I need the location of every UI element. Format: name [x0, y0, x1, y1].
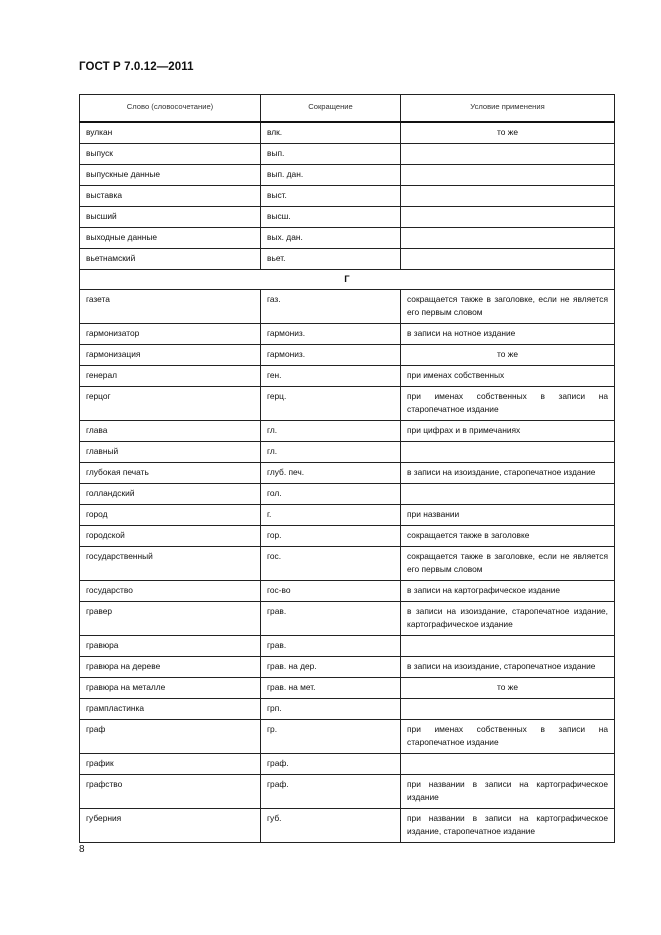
word-cell: выпуск [80, 144, 261, 165]
table-row [80, 636, 615, 657]
abbreviation-cell: герц. [261, 387, 401, 421]
condition-cell: в записи на картографическое издание [401, 581, 615, 602]
table-row [80, 463, 615, 484]
table-row [80, 345, 615, 366]
abbreviation-cell: грп. [261, 699, 401, 720]
condition-cell [401, 249, 615, 270]
word-cell: гармонизация [80, 345, 261, 366]
word-cell: генерал [80, 366, 261, 387]
page-number: 8 [79, 844, 85, 855]
table-row [80, 122, 615, 144]
abbreviation-cell: граф. [261, 754, 401, 775]
abbreviation-cell: граф. [261, 775, 401, 809]
abbreviation-cell: глуб. печ. [261, 463, 401, 484]
abbreviation-cell: высш. [261, 207, 401, 228]
abbreviation-cell: г. [261, 505, 401, 526]
condition-cell [401, 484, 615, 505]
word-cell: голландский [80, 484, 261, 505]
abbreviation-cell: грав. [261, 602, 401, 636]
word-cell: вьетнамский [80, 249, 261, 270]
table-row [80, 165, 615, 186]
condition-cell: в записи на изоиздание, старопечатное издание [401, 657, 615, 678]
abbreviation-cell: губ. [261, 809, 401, 843]
table-row [80, 581, 615, 602]
condition-cell: в записи на нотное издание [401, 324, 615, 345]
condition-cell: сокращается также в заголовке, если не является его первым словом [401, 547, 615, 581]
abbreviation-cell: выст. [261, 186, 401, 207]
condition-cell [401, 228, 615, 249]
abbreviation-cell: влк. [261, 122, 401, 144]
table-row [80, 387, 615, 421]
condition-cell: то же [401, 122, 615, 144]
document-title: ГОСТ Р 7.0.12—2011 [79, 61, 194, 73]
section-letter-row [80, 270, 615, 290]
abbreviation-cell: гос-во [261, 581, 401, 602]
condition-cell: при названии [401, 505, 615, 526]
table-row [80, 754, 615, 775]
condition-cell [401, 144, 615, 165]
table-row [80, 602, 615, 636]
condition-cell: при названии в записи на картографическое издание, старопечатное издание [401, 809, 615, 843]
word-cell: главный [80, 442, 261, 463]
word-cell: городской [80, 526, 261, 547]
abbreviation-cell: грав. на дер. [261, 657, 401, 678]
column-header-abbreviation: Сокращение [261, 95, 401, 123]
word-cell: высший [80, 207, 261, 228]
abbreviation-cell: газ. [261, 290, 401, 324]
table-row [80, 366, 615, 387]
condition-cell: в записи на изоиздание, старопечатное издание, картографическое издание [401, 602, 615, 636]
abbreviation-cell: вых. дан. [261, 228, 401, 249]
word-cell: государство [80, 581, 261, 602]
table-row [80, 484, 615, 505]
word-cell: гравюра [80, 636, 261, 657]
abbreviation-cell: грав. [261, 636, 401, 657]
table-row [80, 290, 615, 324]
word-cell: вулкан [80, 122, 261, 144]
table-row [80, 186, 615, 207]
word-cell: город [80, 505, 261, 526]
section-letter: Г [80, 270, 615, 290]
column-header-condition: Условие применения [401, 95, 615, 123]
abbreviation-cell: гос. [261, 547, 401, 581]
abbreviation-cell: ген. [261, 366, 401, 387]
table-row [80, 442, 615, 463]
word-cell: выставка [80, 186, 261, 207]
word-cell: грампластинка [80, 699, 261, 720]
condition-cell: при именах собственных в записи на старопечатное издание [401, 387, 615, 421]
abbreviation-cell: гл. [261, 442, 401, 463]
table-row [80, 228, 615, 249]
table-row [80, 678, 615, 699]
word-cell: граф [80, 720, 261, 754]
condition-cell: сокращается также в заголовке, если не является его первым словом [401, 290, 615, 324]
abbreviation-cell: вьет. [261, 249, 401, 270]
abbreviation-cell: гол. [261, 484, 401, 505]
table-row [80, 505, 615, 526]
table-row [80, 249, 615, 270]
condition-cell [401, 186, 615, 207]
abbreviation-cell: гл. [261, 421, 401, 442]
word-cell: гармонизатор [80, 324, 261, 345]
condition-cell [401, 207, 615, 228]
condition-cell [401, 699, 615, 720]
abbreviation-cell: гр. [261, 720, 401, 754]
word-cell: глубокая печать [80, 463, 261, 484]
table-row [80, 421, 615, 442]
table-row [80, 207, 615, 228]
word-cell: выходные данные [80, 228, 261, 249]
abbreviation-cell: гармониз. [261, 324, 401, 345]
word-cell: губерния [80, 809, 261, 843]
condition-cell: при названии в записи на картографическое издание [401, 775, 615, 809]
word-cell: газета [80, 290, 261, 324]
abbreviation-cell: гор. [261, 526, 401, 547]
abbreviation-cell: грав. на мет. [261, 678, 401, 699]
abbreviation-cell: вып. [261, 144, 401, 165]
table-row [80, 657, 615, 678]
condition-cell [401, 754, 615, 775]
condition-cell: сокращается также в заголовке [401, 526, 615, 547]
word-cell: выпускные данные [80, 165, 261, 186]
word-cell: гравюра на дереве [80, 657, 261, 678]
condition-cell: то же [401, 345, 615, 366]
word-cell: гравер [80, 602, 261, 636]
condition-cell: в записи на изоиздание, старопечатное издание [401, 463, 615, 484]
condition-cell: при именах собственных [401, 366, 615, 387]
condition-cell [401, 636, 615, 657]
abbreviation-table [79, 94, 615, 843]
condition-cell: при цифрах и в примечаниях [401, 421, 615, 442]
table-row [80, 699, 615, 720]
column-header-word: Слово (словосочетание) [80, 95, 261, 123]
word-cell: график [80, 754, 261, 775]
condition-cell [401, 442, 615, 463]
word-cell: государственный [80, 547, 261, 581]
table-row [80, 775, 615, 809]
table-header-row [80, 95, 615, 123]
table-row [80, 720, 615, 754]
word-cell: глава [80, 421, 261, 442]
table-row [80, 324, 615, 345]
table-row [80, 526, 615, 547]
table-row [80, 547, 615, 581]
condition-cell [401, 165, 615, 186]
table-row [80, 144, 615, 165]
word-cell: герцог [80, 387, 261, 421]
word-cell: гравюра на металле [80, 678, 261, 699]
abbreviation-cell: гармониз. [261, 345, 401, 366]
condition-cell: при именах собственных в записи на старопечатное издание [401, 720, 615, 754]
table-row [80, 809, 615, 843]
word-cell: графство [80, 775, 261, 809]
abbreviation-cell: вып. дан. [261, 165, 401, 186]
condition-cell: то же [401, 678, 615, 699]
